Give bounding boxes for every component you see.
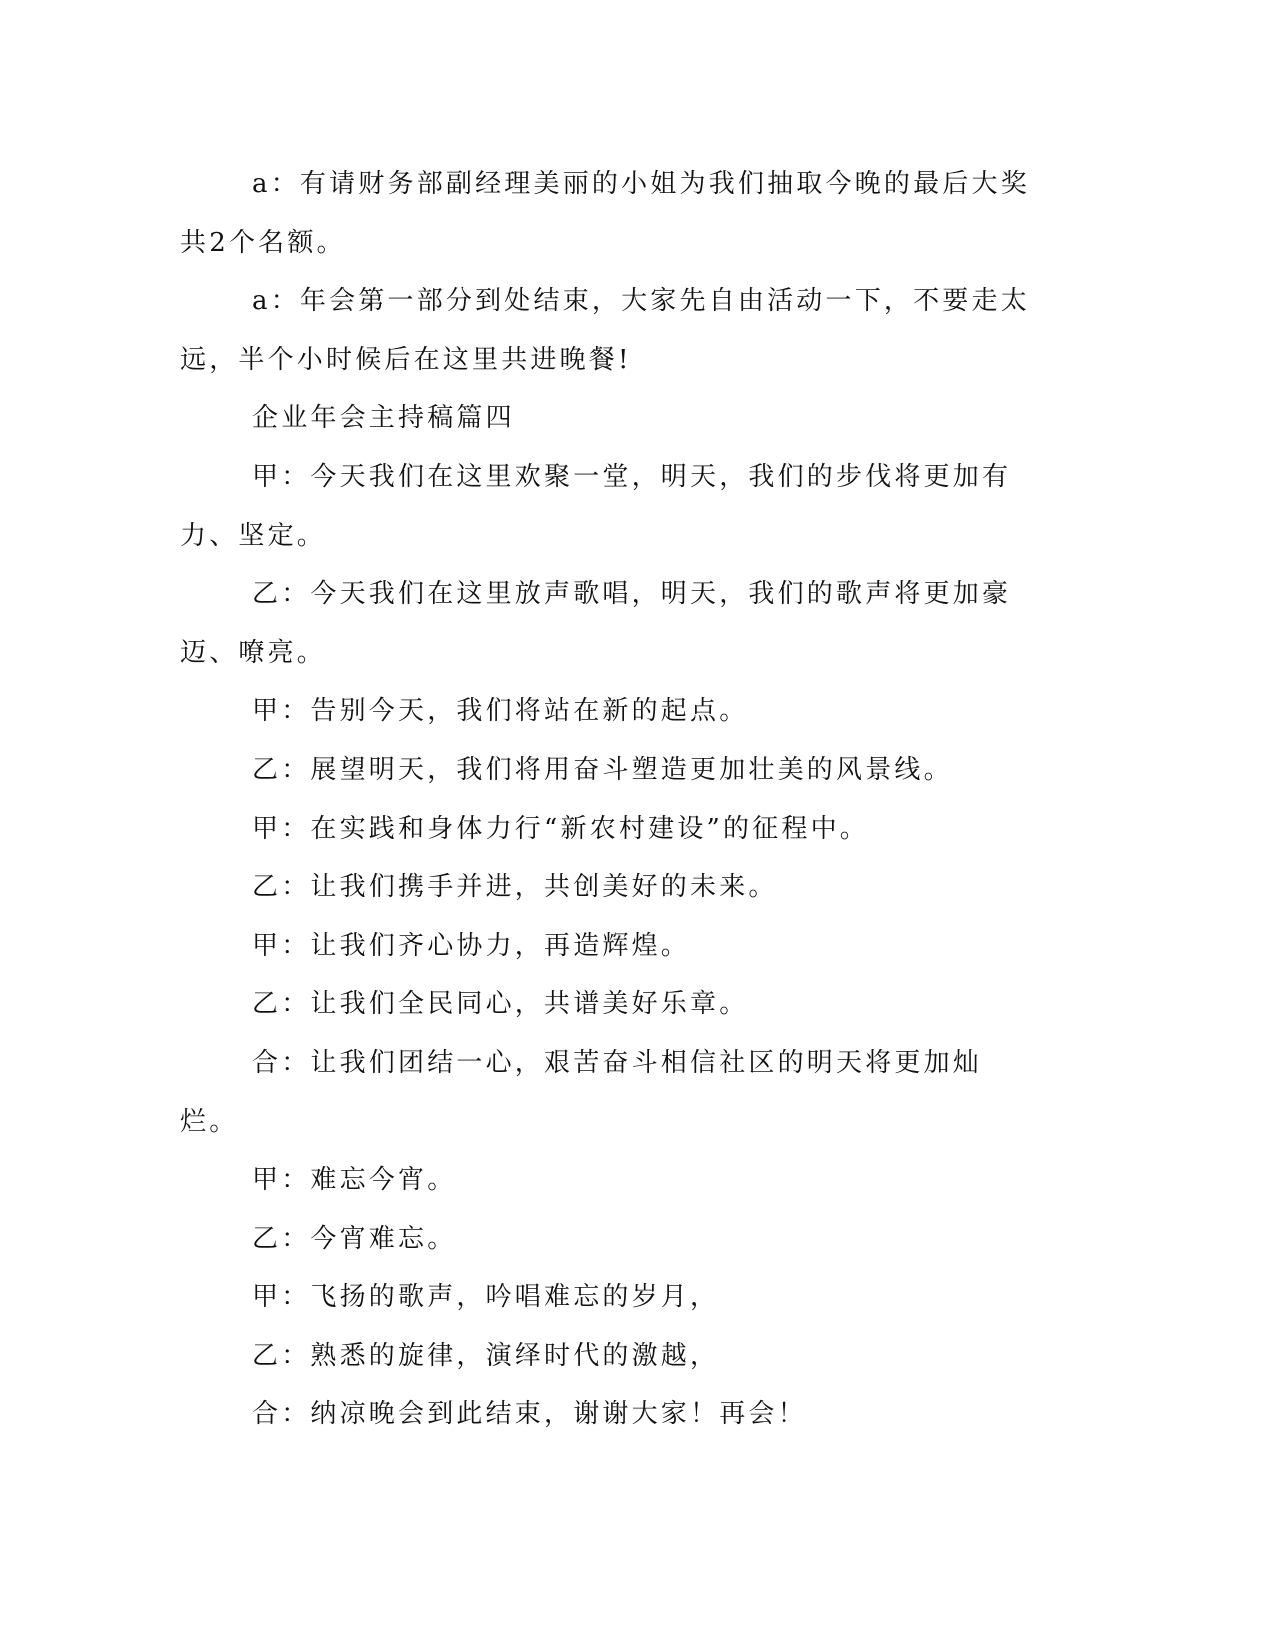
paragraph: 甲：在实践和身体力行“新农村建设”的征程中。 xyxy=(252,813,869,844)
paragraph: 乙：今宵难忘。 xyxy=(252,1223,457,1254)
paragraph: 甲：让我们齐心协力，再造辉煌。 xyxy=(252,930,691,961)
section-heading: 企业年会主持稿篇四 xyxy=(252,403,515,434)
paragraph: 甲：飞扬的歌声，吟唱难忘的岁月， xyxy=(252,1282,720,1313)
paragraph: 甲：今天我们在这里欢聚一堂，明天，我们的步伐将更加有力、坚定。 xyxy=(180,461,1012,551)
paragraph: 甲：告别今天，我们将站在新的起点。 xyxy=(252,696,749,727)
paragraph: 乙：让我们全民同心，共谱美好乐章。 xyxy=(252,989,749,1020)
document-body xyxy=(180,155,1040,1444)
paragraph: 甲：难忘今宵。 xyxy=(252,1165,457,1196)
paragraph: 乙：让我们携手并进，共创美好的未来。 xyxy=(252,872,778,903)
paragraph: a：年会第一部分到处结束，大家先自由活动一下，不要走太远，半个小时候后在这里共进晚餐! xyxy=(180,286,1030,375)
paragraph: 合：让我们团结一心，艰苦奋斗相信社区的明天将更加灿烂。 xyxy=(180,1047,983,1137)
paragraph: a：有请财务部副经理美丽的小姐为我们抽取今晚的最后大奖共2个名额。 xyxy=(180,169,1030,258)
paragraph: 合：纳凉晚会到此结束，谢谢大家！再会！ xyxy=(252,1399,807,1430)
paragraph: 乙：展望明天，我们将用奋斗塑造更加壮美的风景线。 xyxy=(252,754,953,785)
paragraph: 乙：熟悉的旋律，演绎时代的激越， xyxy=(252,1340,720,1371)
paragraph: 乙：今天我们在这里放声歌唱，明天，我们的歌声将更加豪迈、嘹亮。 xyxy=(180,579,1012,668)
